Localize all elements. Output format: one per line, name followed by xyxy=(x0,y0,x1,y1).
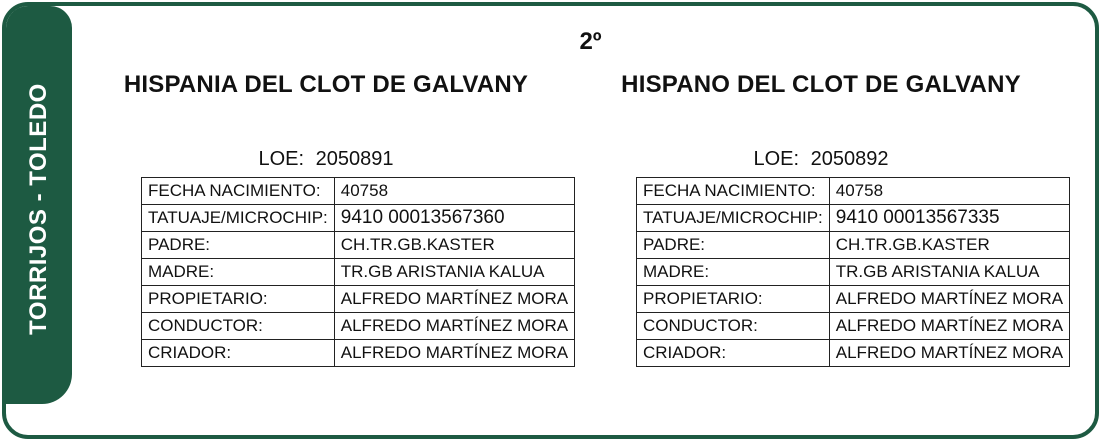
side-tab xyxy=(6,6,72,404)
dog-card-right xyxy=(606,70,1064,367)
dog-data-table xyxy=(636,177,1070,367)
location-label: TORRIJOS - TOLEDO xyxy=(25,83,52,335)
dog-name: HISPANIA DEL CLOT DE GALVANY xyxy=(123,71,529,98)
row-label: MADRE: xyxy=(637,259,830,286)
table-row xyxy=(142,286,575,313)
table-row xyxy=(142,232,575,259)
row-value: ALFREDO MARTÍNEZ MORA xyxy=(829,340,1069,367)
row-label: PADRE: xyxy=(637,232,830,259)
row-label: CRIADOR: xyxy=(142,340,335,367)
entry-card xyxy=(2,2,1099,439)
row-value: ALFREDO MARTÍNEZ MORA xyxy=(334,340,574,367)
table-row xyxy=(142,205,575,232)
row-value: TR.GB ARISTANIA KALUA xyxy=(829,259,1069,286)
table-row xyxy=(637,259,1070,286)
row-label: PADRE: xyxy=(142,232,335,259)
table-row xyxy=(142,178,575,205)
table-row xyxy=(637,340,1070,367)
row-label: MADRE: xyxy=(142,259,335,286)
row-label: CONDUCTOR: xyxy=(637,313,830,340)
row-value: 40758 xyxy=(829,178,1069,205)
dog-card-left xyxy=(111,70,569,367)
table-row xyxy=(637,313,1070,340)
table-row xyxy=(637,286,1070,313)
row-value: ALFREDO MARTÍNEZ MORA xyxy=(829,286,1069,313)
loe-number: 2050892 xyxy=(810,148,889,170)
dog-data-table xyxy=(141,177,575,367)
dog-name: HISPANO DEL CLOT DE GALVANY xyxy=(621,71,1021,98)
row-label: CRIADOR: xyxy=(637,340,830,367)
row-value: 9410 00013567360 xyxy=(334,205,574,232)
row-value: CH.TR.GB.KASTER xyxy=(334,232,574,259)
row-value: ALFREDO MARTÍNEZ MORA xyxy=(829,313,1069,340)
row-label: PROPIETARIO: xyxy=(142,286,335,313)
row-label: TATUAJE/MICROCHIP: xyxy=(142,205,335,232)
row-label: FECHA NACIMIENTO: xyxy=(142,178,335,205)
row-label: TATUAJE/MICROCHIP: xyxy=(637,205,830,232)
row-value: CH.TR.GB.KASTER xyxy=(829,232,1069,259)
loe-label: LOE: xyxy=(258,148,305,170)
table-row xyxy=(637,232,1070,259)
placement-label: 2º xyxy=(579,28,602,55)
table-row xyxy=(142,259,575,286)
table-row xyxy=(142,340,575,367)
row-value: 40758 xyxy=(334,178,574,205)
table-row xyxy=(637,178,1070,205)
loe-row xyxy=(606,146,1036,172)
row-label: PROPIETARIO: xyxy=(637,286,830,313)
loe-number: 2050891 xyxy=(315,148,394,170)
row-label: CONDUCTOR: xyxy=(142,313,335,340)
table-row xyxy=(142,313,575,340)
table-row xyxy=(637,205,1070,232)
row-value: TR.GB ARISTANIA KALUA xyxy=(334,259,574,286)
row-value: ALFREDO MARTÍNEZ MORA xyxy=(334,313,574,340)
row-label: FECHA NACIMIENTO: xyxy=(637,178,830,205)
loe-label: LOE: xyxy=(753,148,800,170)
row-value: ALFREDO MARTÍNEZ MORA xyxy=(334,286,574,313)
row-value: 9410 00013567335 xyxy=(829,205,1069,232)
loe-row xyxy=(111,146,541,172)
